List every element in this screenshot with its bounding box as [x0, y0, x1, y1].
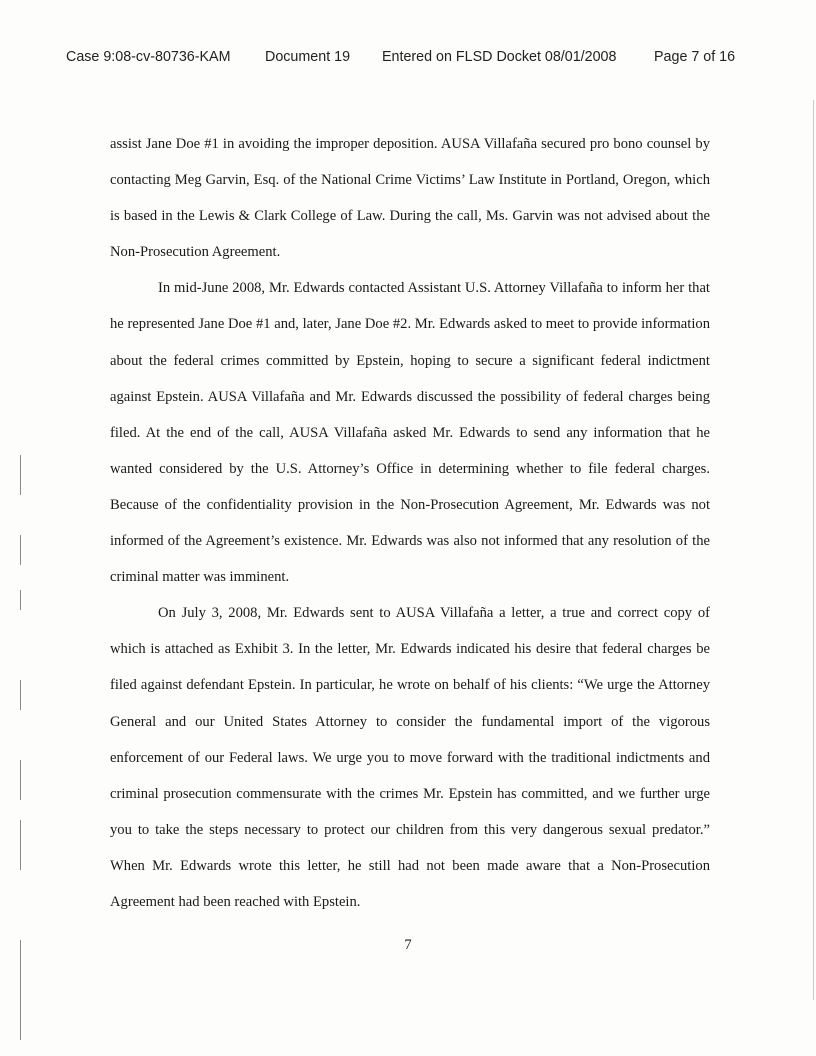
- scan-edge-mark: [20, 455, 21, 495]
- page-number: 7: [404, 937, 412, 953]
- scan-edge-mark: [20, 590, 21, 610]
- document-body: [110, 126, 710, 920]
- paragraph-continuation: assist Jane Doe #1 in avoiding the improper deposition. AUSA Villafaña secured pro bono counsel by contacting Meg Garvin, Esq. of the National Crime Victims’ Law Institute in Portland, Oregon, which is based in the Lewis & Clark College of Law. During the call, Ms. Garvin was not advised about the Non-Prosecution Agreement.: [110, 136, 710, 261]
- scan-edge-mark: [20, 820, 21, 870]
- scan-edge-mark: [20, 940, 21, 1040]
- scan-edge-mark: [20, 760, 21, 800]
- scan-edge-mark: [20, 535, 21, 565]
- case-number: Case 9:08-cv-80736-KAM: [66, 49, 231, 65]
- document-number: Document 19: [265, 49, 351, 65]
- docket-entry-date: Entered on FLSD Docket 08/01/2008: [382, 49, 617, 65]
- scan-edge-mark: [20, 680, 21, 710]
- paragraph-july-letter: On July 3, 2008, Mr. Edwards sent to AUSA Villafaña a letter, a true and correct copy of which is attached as Exhibit 3. In the letter, Mr. Edwards indicated his desire that federal charges be filed against defendant Epstein. In particular, he wrote on behalf of his clients: “We urge the Attorney General and our United States Attorney to consider the fundamental import of the vigorous enforcement of our Federal laws. We urge you to move forward with the traditional indictments and criminal prosecution commensurate with the crimes Mr. Epstein has committed, and we further urge you to take the steps necessary to protect our children from this very dangerous sexual predator.” When Mr. Edwards wrote this letter, he still had not been made aware that a Non-Prosecution Agreement had been reached with Epstein.: [110, 605, 710, 910]
- scan-edge-mark: [813, 100, 814, 1000]
- page-count: Page 7 of 16: [654, 49, 736, 65]
- paragraph-mid-june: In mid-June 2008, Mr. Edwards contacted Assistant U.S. Attorney Villafaña to inform her that he represented Jane Doe #1 and, later, Jane Doe #2. Mr. Edwards asked to meet to provide information about the federal crimes committed by Epstein, hoping to secure a significant federal indictment against Epstein. AUSA Villafaña and Mr. Edwards discussed the possibility of federal charges being filed. At the end of the call, AUSA Villafaña asked Mr. Edwards to send any information that he wanted considered by the U.S. Attorney’s Office in determining whether to file federal charges. Because of the confidentiality provision in the Non-Prosecution Agreement, Mr. Edwards was not informed of the Agreement’s existence. Mr. Edwards was also not informed that any resolution of the criminal matter was imminent.: [110, 280, 710, 586]
